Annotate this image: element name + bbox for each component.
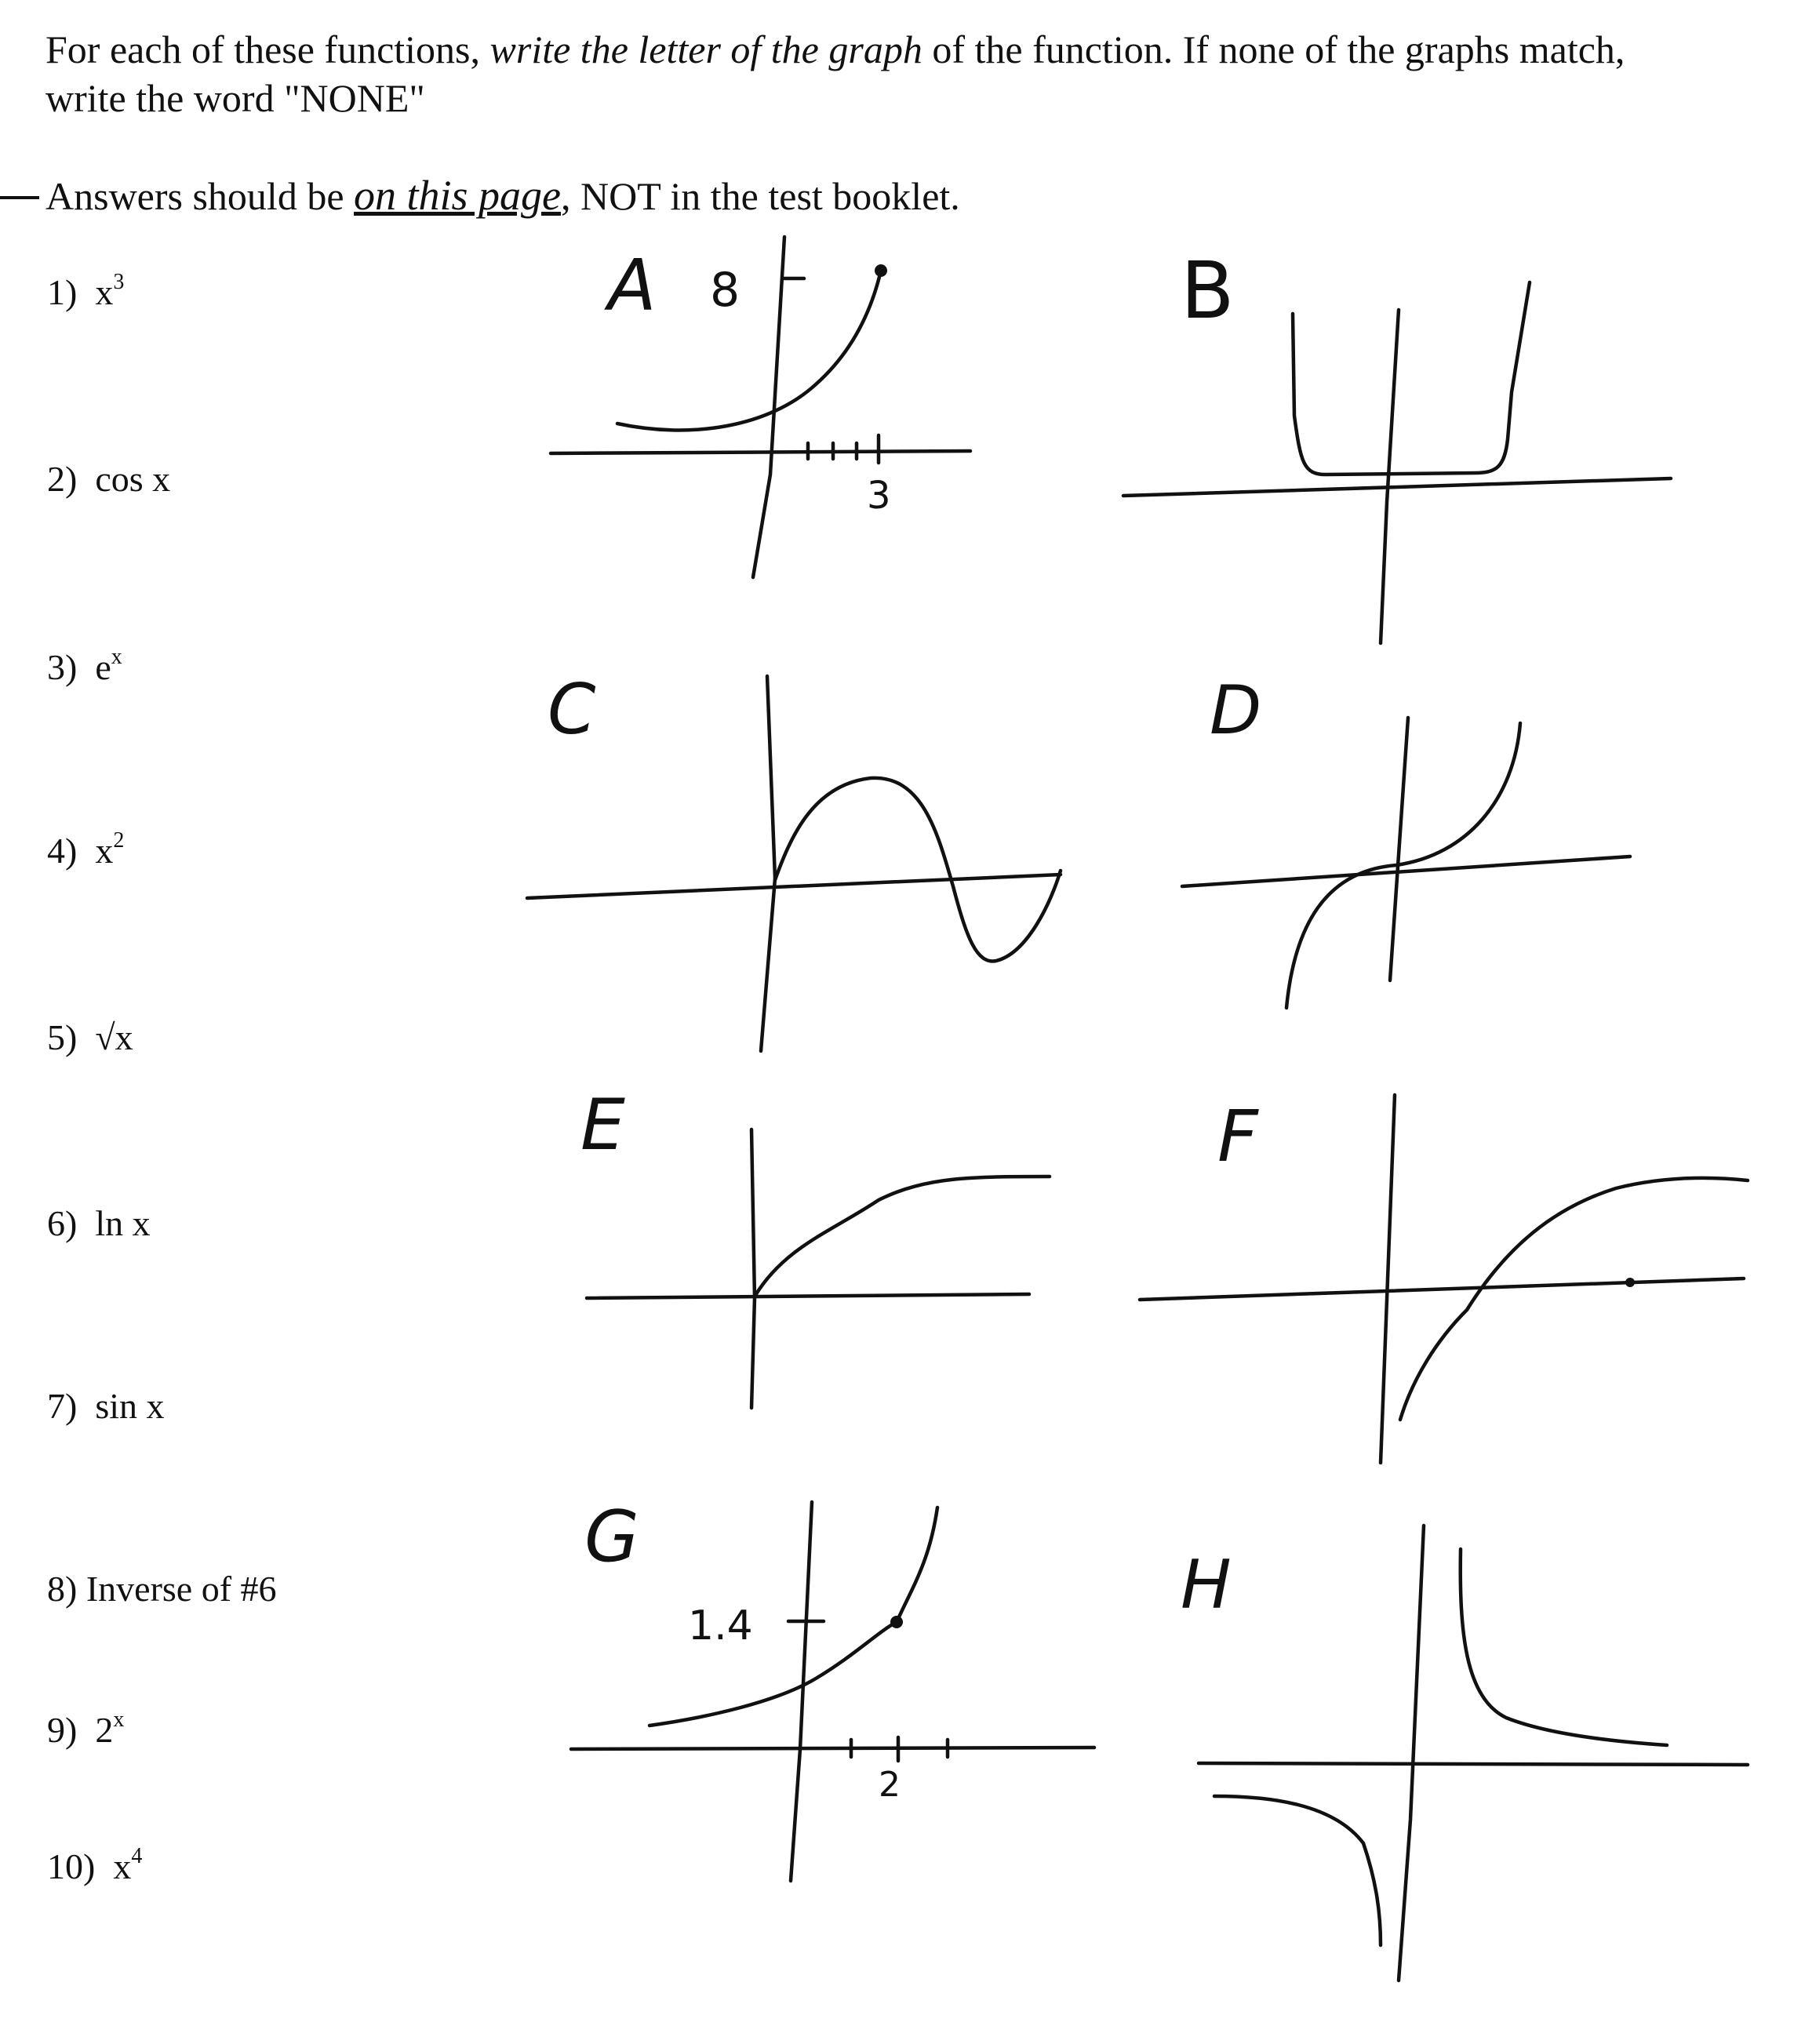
instruction-line-2: write the word "NONE": [45, 76, 425, 120]
instruction-text: of the function. If none of the graphs match,: [922, 27, 1625, 71]
question-number: 4): [47, 831, 78, 871]
graph-d-y-axis: [1390, 718, 1408, 980]
question-number: 5): [47, 1017, 78, 1057]
graph-e-y-axis: [751, 1129, 755, 1408]
graph-a-x-ticks: [808, 435, 879, 463]
question-number: 7): [47, 1386, 78, 1426]
instruction-underline: on this page: [354, 172, 562, 219]
graph-g-x-label: 2: [879, 1765, 901, 1805]
graph-g-x-axis: [571, 1748, 1094, 1749]
question-function: sin x: [95, 1386, 165, 1426]
question-number: 10): [47, 1846, 96, 1886]
graph-g: [571, 1496, 1094, 1881]
graph-f-curve: [1400, 1178, 1748, 1420]
graph-h-x-axis: [1199, 1763, 1748, 1765]
question-function: x: [95, 272, 114, 312]
question-function: √x: [95, 1017, 133, 1057]
graph-c: [527, 669, 1061, 1051]
graph-a-x-label: 3: [867, 474, 891, 518]
graph-f-y-axis: [1381, 1095, 1395, 1463]
question-exponent: 2: [113, 828, 125, 853]
question-function: e: [95, 647, 111, 687]
graph-g-point: [890, 1616, 903, 1628]
question-number: 2): [47, 459, 78, 499]
graph-f-point: [1625, 1278, 1635, 1287]
graph-h-letter: H: [1181, 1546, 1232, 1624]
graph-b-x-axis: [1123, 478, 1671, 496]
question-function: Inverse of #6: [86, 1569, 277, 1609]
graph-f: [1140, 1095, 1748, 1463]
graph-g-letter: G: [584, 1496, 639, 1578]
question-exponent: 3: [113, 270, 125, 294]
graph-h-y-axis: [1399, 1526, 1424, 1980]
graph-d: [1182, 671, 1630, 1008]
graph-b: [1123, 245, 1671, 643]
graph-a-point: [875, 264, 887, 277]
graph-a-curve: [617, 271, 881, 430]
instruction-emphasis: write the letter of the graph: [489, 27, 922, 71]
graph-e-x-axis: [587, 1294, 1029, 1298]
graph-a-letter: A: [608, 245, 657, 327]
instruction-text: Answers should be: [45, 174, 355, 218]
question-function: 2: [95, 1710, 114, 1750]
graph-c-letter: C: [548, 669, 596, 750]
question-number: 6): [47, 1203, 78, 1243]
question-number: 1): [47, 272, 78, 312]
graph-h: [1181, 1526, 1748, 1980]
graph-a-x-axis: [551, 451, 970, 453]
question-number: 9): [47, 1710, 78, 1750]
question-number: 8): [47, 1569, 78, 1609]
question-exponent: x: [113, 1708, 125, 1732]
question-function: ln x: [95, 1203, 151, 1243]
question-function: cos x: [95, 459, 171, 499]
graph-c-y-axis: [761, 676, 775, 1051]
graph-d-x-axis: [1182, 857, 1630, 886]
graph-b-y-axis: [1381, 310, 1399, 643]
graph-b-curve: [1293, 282, 1530, 475]
graph-f-x-axis: [1140, 1278, 1744, 1300]
question-exponent: 4: [131, 1844, 143, 1868]
graph-a-y-label: 8: [710, 263, 741, 318]
graph-g-y-label: 1.4: [688, 1602, 753, 1649]
question-function: x: [95, 831, 114, 871]
graph-b-letter: B: [1181, 245, 1235, 336]
graph-e: [580, 1084, 1050, 1408]
instruction-text: For each of these functions,: [45, 27, 490, 71]
graph-e-letter: E: [580, 1084, 625, 1166]
graph-h-lower-branch: [1214, 1796, 1381, 1945]
graph-e-curve: [755, 1177, 1050, 1297]
question-number: 3): [47, 647, 78, 687]
question-exponent: x: [111, 645, 122, 669]
graph-c-curve: [775, 778, 1061, 962]
graph-f-letter: F: [1217, 1096, 1258, 1178]
instruction-text: , NOT in the test booklet.: [561, 174, 960, 218]
question-function: x: [113, 1846, 132, 1886]
graph-a: [551, 237, 970, 577]
graph-h-upper-branch: [1461, 1549, 1667, 1745]
graph-c-x-axis: [527, 875, 1061, 898]
graph-d-letter: D: [1210, 671, 1262, 750]
